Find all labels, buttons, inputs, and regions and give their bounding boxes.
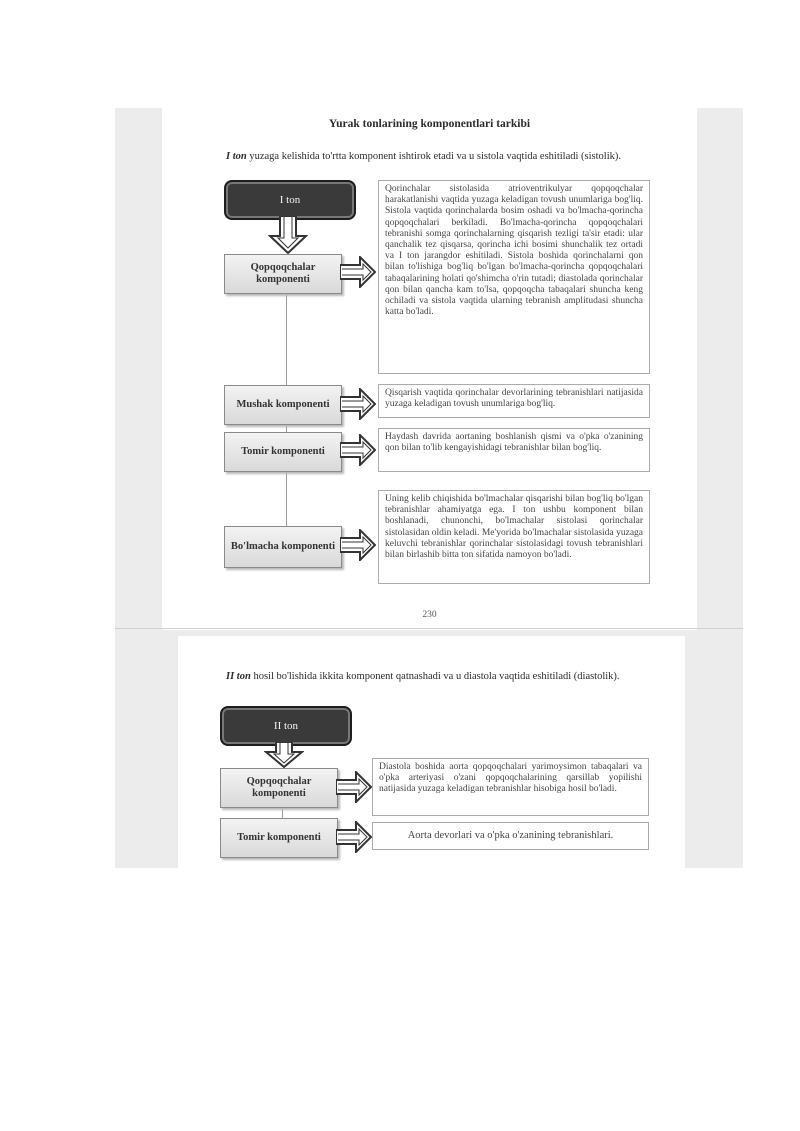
right-arrow-icon: [340, 388, 376, 420]
tone-label: I ton: [226, 151, 247, 162]
connector-line: [282, 808, 283, 818]
intro-text: hosil bo'lishida ikkita komponent qatnashadi va u diastola vaqtida eshitiladi (diastolik).: [250, 671, 620, 682]
page-title: Yurak tonlarining komponentlari tarkibi: [328, 118, 531, 130]
page-number: 230: [422, 610, 437, 620]
component-vascular-second-description: Aorta devorlari va o'pka o'zanining tebranishlari.: [372, 822, 649, 850]
intro-text: yuzaga kelishida to'rtta komponent ishtirok etadi va u sistola vaqtida eshitiladi (sistolik).: [246, 151, 621, 162]
first-tone-box: I ton: [224, 180, 356, 220]
component-muscle: Mushak komponenti: [224, 385, 342, 425]
page-divider: [115, 628, 743, 629]
right-arrow-icon: [340, 529, 376, 561]
component-valve-second: Qopqoqchalar komponenti: [220, 768, 338, 808]
right-arrow-icon: [336, 821, 372, 853]
component-valve-second-description: Diastola boshida aorta qopqoqchalari yarimoysimon tabaqalari va o'pka arteriyasi o'zani qopqoqchalarining qarsillab yopilishi natijasida yuzaga keladigan tebranishlar hisobiga hosil bo'ladi.: [372, 758, 649, 816]
component-vascular-description: Haydash davrida aortaning boshlanish qismi va o'pka o'zanining qon bilan to'lib kengayishidagi tebranishlar bilan bog'liq.: [378, 428, 650, 472]
component-atrial: Bo'lmacha komponenti: [224, 526, 342, 568]
component-atrial-description: Uning kelib chiqishida bo'lmachalar qisqarishi bilan bog'liq bo'lgan tebranishlar ahamiyatga ega. I ton ushbu komponent bilan boshlanadi, chunonchi, bo'lmachalar sistolasi qorinchalar sistolasidan oldin keladi. Me'yorida bo'lmachalar sistolasida yuzaga keluvchi tebranishlar qorinchalar sistolasidagi tovush tebranishlari bilan birlashib bitta ton sifatida namoyon bo'ladi.: [378, 490, 650, 584]
component-vascular-second: Tomir komponenti: [220, 818, 338, 858]
intro-paragraph-second-tone: [214, 670, 650, 683]
component-muscle-description: Qisqarish vaqtida qorinchalar devorlarining tebranishlari natijasida yuzaga keladigan tovush unumlariga bog'liq.: [378, 384, 650, 418]
intro-paragraph-first-tone: [214, 150, 650, 163]
right-arrow-icon: [340, 256, 376, 288]
tone-label: II ton: [226, 671, 251, 682]
down-arrow-icon: [264, 742, 304, 768]
component-vascular: Tomir komponenti: [224, 432, 342, 472]
component-valve-description: Qorinchalar sistolasida atrioventrikulyar qopqoqchalar harakatlanishi vaqtida yuzaga keladigan tovush unumlariga bog'liq. Sistola vaqtida qorinchalarda bosim oshadi va bo'lmacha-qorincha qopqoqchalari berkiladi. Bo'lmacha-qorincha qopqoqchalari tebranishi somga qorinchalarning qisqarish tezligi ta'sir etadi: ular qanchalik tez qisqarsa, qorincha ichi bosimi shunchalik tez ortadi va I ton jarangdor eshitiladi. Sistola boshida qorinchalarni qon bilan to'lishiga bog'liq bo'lgan bo'lmacha-qorincha qopqoqchalari tabaqalarining holati qo'shimcha o'rin tutadi; diastolada qorinchalar qon bilan qancha kam to'lsa, qopqoqcha tabaqalari shuncha keng ochiladi va sistola vaqtida ularning tebranish amplitudasi shuncha katta bo'ladi.: [378, 180, 650, 374]
right-arrow-icon: [340, 434, 376, 466]
down-arrow-icon: [268, 216, 308, 254]
right-arrow-icon: [336, 771, 372, 803]
second-tone-box: II ton: [220, 706, 352, 746]
component-valve: Qopqoqchalar komponenti: [224, 254, 342, 294]
